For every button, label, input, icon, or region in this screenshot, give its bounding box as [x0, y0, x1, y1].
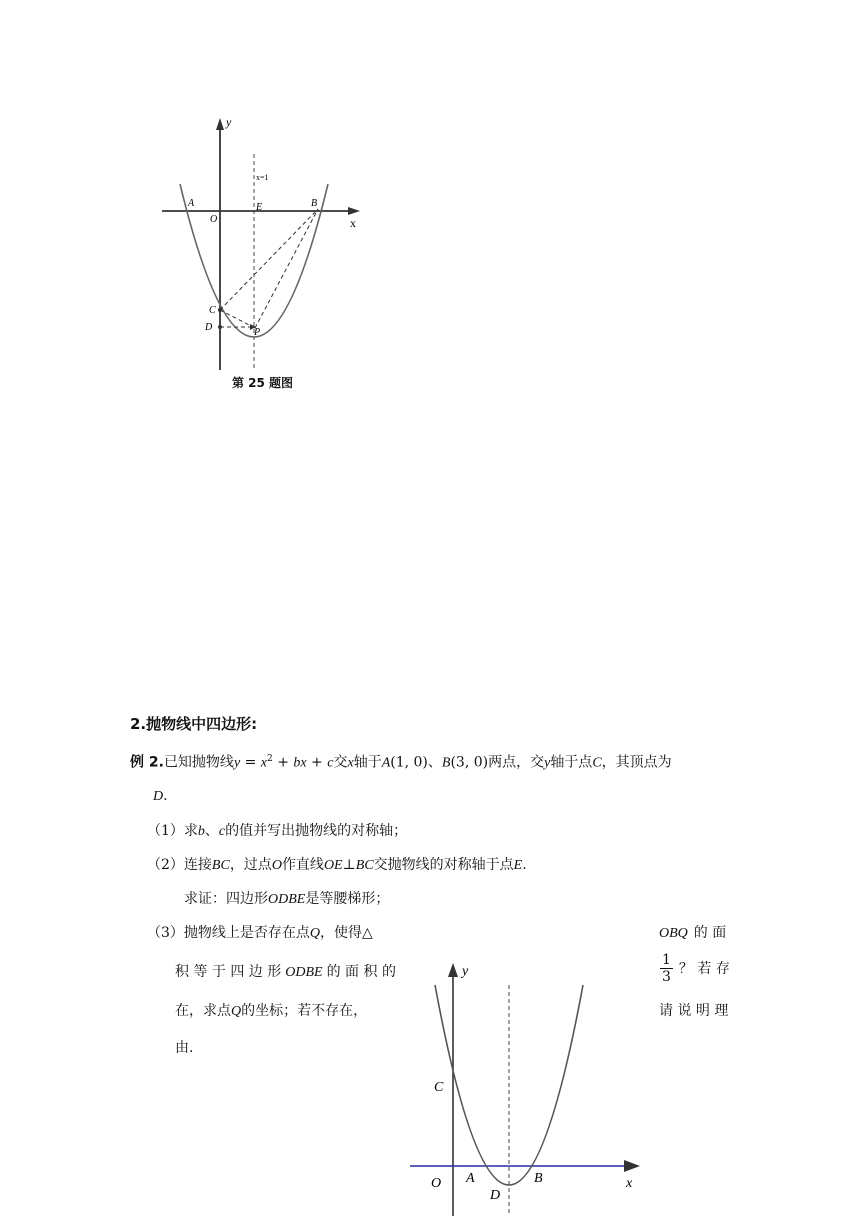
q1-text-2: 的值并写出抛物线的对称轴；	[225, 823, 408, 839]
intro-point-c: C	[592, 755, 602, 771]
fraction-numerator: 1	[662, 952, 671, 968]
y-axis-arrow	[448, 963, 458, 977]
question-1	[147, 820, 407, 843]
label-b: B	[534, 1171, 543, 1186]
eq-plus-2: +	[306, 754, 328, 771]
y-axis-arrow	[216, 118, 224, 130]
label-y: y	[462, 964, 469, 979]
intro-text-1: 已知抛物线	[163, 754, 234, 771]
label-d: D	[490, 1188, 501, 1203]
intro-b-coord: (3, 0)	[450, 754, 489, 771]
label-y: y	[226, 115, 232, 129]
intro-text-5: 轴于点	[550, 754, 593, 771]
figure-1-caption: 第 25 题图	[232, 376, 294, 390]
eq-plus-1: +	[272, 754, 294, 771]
label-a: A	[466, 1171, 475, 1186]
question-3-line-3	[175, 1000, 367, 1023]
intro-point-d: D	[153, 789, 164, 804]
q3-line3-text-a: 在，求点	[175, 1003, 231, 1019]
question-3-line-1-right	[659, 922, 726, 945]
intro-a-coord: (1, 0)	[390, 754, 428, 771]
q3-text-2: ，使得△	[320, 925, 373, 941]
intro-x: x	[347, 755, 354, 771]
label-c: C	[209, 305, 216, 316]
segment-cb	[220, 209, 318, 310]
q3-obq: OBQ	[659, 926, 688, 941]
x-axis-arrow	[624, 1160, 640, 1172]
section-heading: 2.抛物线中四边形:	[130, 715, 258, 733]
x-axis-arrow	[348, 207, 360, 215]
eq-c: c	[327, 755, 334, 771]
eq-y: y	[233, 755, 241, 771]
eq-exponent: 2	[267, 754, 273, 764]
eq-x: x	[260, 755, 268, 771]
q3-text-1: 抛物线上是否存在点	[183, 925, 310, 941]
question-3-line-4	[175, 1037, 193, 1059]
q3-line3-text-c: 请 说 明 理	[659, 1003, 729, 1019]
example-intro-line-2	[153, 785, 168, 808]
q2-perp: ⊥	[342, 857, 356, 873]
label-c: C	[434, 1080, 444, 1095]
intro-point-b: B	[441, 755, 451, 771]
intro-end: .	[163, 788, 168, 804]
q1-text-1: 求	[183, 823, 198, 839]
q2b-text-2: 是等腰梯形；	[305, 891, 390, 907]
question-2	[147, 854, 527, 877]
segment-pb	[255, 209, 318, 328]
intro-y: y	[544, 755, 551, 771]
label-x: x	[626, 1176, 633, 1191]
q2-e: E	[513, 858, 523, 873]
label-b: B	[311, 198, 318, 209]
intro-text-3: 轴于	[353, 754, 382, 771]
q2b-text-1: 求证：四边形	[184, 891, 268, 907]
q2-o: O	[271, 858, 282, 873]
label-d: D	[205, 322, 213, 333]
q3-line4-text: 由.	[175, 1040, 194, 1056]
eq-bx: bx	[293, 755, 307, 771]
q2b-odbe: ODBE	[268, 892, 306, 907]
label-a: A	[188, 198, 195, 209]
point-c-dot	[218, 308, 222, 312]
intro-text-2: 交	[333, 754, 348, 771]
q2-oe: OE	[323, 858, 343, 873]
q3-line2-text-a: 积 等 于 四 边 形	[175, 964, 282, 980]
q2-text-3: 作直线	[281, 857, 324, 873]
example-intro-line-1	[130, 748, 672, 775]
q1-c: c	[218, 824, 226, 839]
q2-bc-2: BC	[355, 858, 374, 873]
q3-number: （3）	[147, 925, 184, 941]
question-3-line-3-right	[659, 1000, 728, 1022]
q2-bc: BC	[211, 858, 230, 873]
q2-end: .	[522, 857, 527, 873]
label-x: x	[350, 216, 356, 230]
question-3-line-1	[147, 922, 373, 945]
fraction-one-third	[660, 952, 673, 985]
point-d-dot	[218, 325, 222, 329]
q2-text-1: 连接	[183, 857, 212, 873]
figure-2	[400, 955, 650, 1216]
question-3-line-2-right	[660, 952, 730, 985]
example-label: 例 2.	[130, 754, 164, 771]
q3-q-2: Q	[231, 1004, 242, 1019]
q2-number: （2）	[147, 857, 184, 873]
question-2-proof	[184, 888, 389, 911]
q2-text-4: 交抛物线的对称轴于点	[373, 857, 514, 873]
q1-b: b	[197, 824, 205, 839]
q1-number: （1）	[147, 823, 184, 839]
label-e: E	[256, 202, 263, 213]
q3-line2-text-c: ？ 若 存	[678, 960, 730, 977]
intro-sep: 、	[427, 754, 442, 771]
q3-line2-text-b: 的 面 积 的	[326, 964, 396, 980]
fraction-denominator: 3	[662, 969, 671, 985]
intro-text-4: 两点，交	[488, 754, 545, 771]
q1-sep: 、	[204, 823, 219, 839]
label-o: O	[431, 1176, 442, 1191]
q3-odbe: ODBE	[285, 965, 323, 980]
intro-text-6: ，其顶点为	[601, 754, 672, 771]
q3-text-3: 的 面	[693, 925, 727, 941]
intro-point-a: A	[381, 755, 391, 771]
label-p: P	[254, 327, 261, 338]
question-3-line-2	[175, 961, 396, 984]
eq-equals: =	[240, 754, 261, 771]
q3-line3-text-b: 的坐标；若不存在，	[241, 1003, 368, 1019]
figure-1	[150, 110, 380, 370]
label-axis: x=1	[256, 173, 269, 182]
q3-q: Q	[309, 926, 321, 941]
label-o: O	[210, 214, 218, 225]
q2-text-2: ，过点	[229, 857, 272, 873]
